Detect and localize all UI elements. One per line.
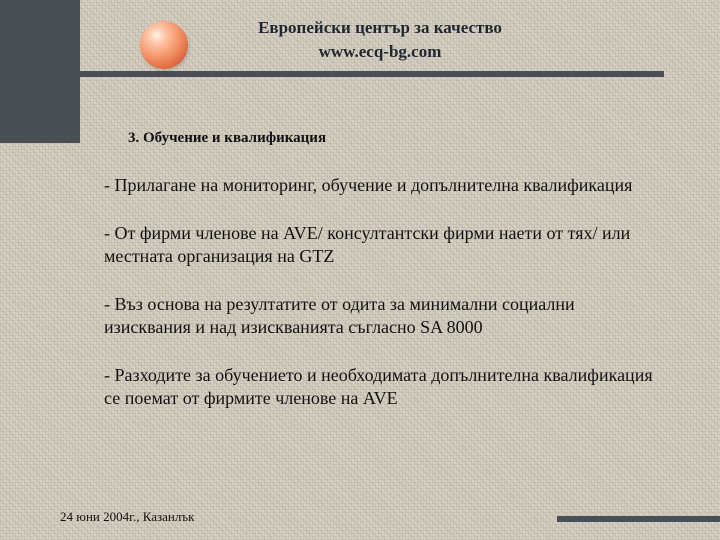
bullet-item: - Прилагане на мониторинг, обучение и допълнителна квалификация (104, 175, 633, 195)
header-rule (0, 71, 664, 77)
slide-header (200, 16, 560, 64)
footer-rule (557, 516, 720, 522)
bullet-item: - От фирми членове на AVE/ консултантски фирми наети от тях/ или местната организация на GTZ (104, 223, 631, 266)
section-title: 3. Обучение и квалификация (128, 130, 327, 146)
bullet-item: - Въз основа на резултатите от одита за минимални социални изисквания и над изискванията съгласно SA 8000 (104, 294, 575, 337)
bullet-list (104, 174, 664, 435)
footer-date-location: 24 юни 2004г., Казанлък (60, 509, 195, 524)
bullet-item: - Разходите за обучението и необходимата допълнителна квалификация се поемат от фирмите членове на AVE (104, 365, 653, 408)
orange-sphere-logo (140, 21, 188, 69)
header-organization: Европейски център за качество (258, 18, 502, 37)
header-website: www.ecq-bg.com (318, 42, 442, 61)
